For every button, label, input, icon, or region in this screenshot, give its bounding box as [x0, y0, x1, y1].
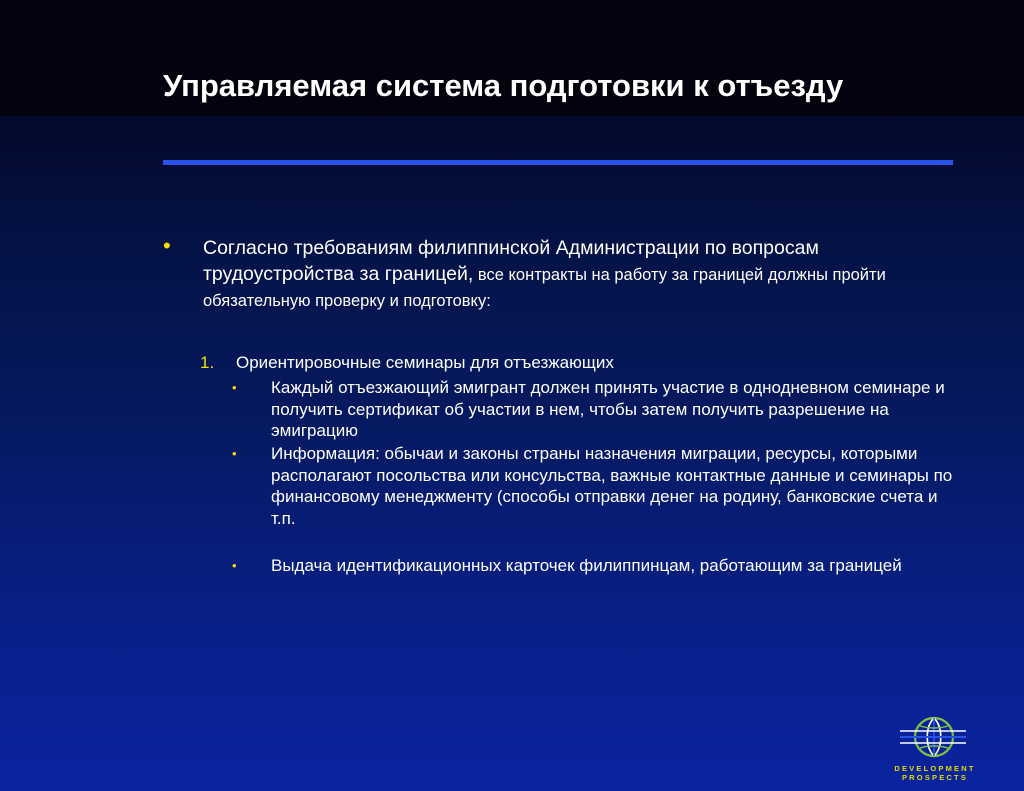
sub-bullet-text: Выдача идентификационных карточек филиппинцам, работающим за границей: [271, 556, 902, 575]
main-bullet-text-large: Согласно требованиям филиппинской Администрации по вопросам трудоустройства за границей,: [203, 237, 819, 285]
main-bullet-text: [203, 235, 963, 313]
sub-bullet-marker: •: [232, 380, 237, 395]
numbered-item-number: 1.: [200, 353, 215, 372]
title-underline: [163, 160, 953, 165]
main-bullet-marker: •: [163, 233, 171, 258]
sub-bullet-marker: •: [232, 446, 237, 461]
numbered-item-label: Ориентировочные семинары для отъезжающих: [236, 353, 614, 372]
sub-bullet-text: Каждый отъезжающий эмигрант должен принять участие в однодневном семинаре и получить сертификат об участии в нем, чтобы затем получить разрешение на эмиграцию: [271, 378, 945, 440]
sub-bullet-text: Информация: обычаи и законы страны назначения миграции, ресурсы, которыми располагают посольства или консульства, важные контактные данные и семинары по финансовому менеджменту (способы отправки денег на родину, банковские счета и т.п.: [271, 444, 953, 528]
slide-title: Управляемая система подготовки к отъезду: [163, 68, 844, 103]
globe-logo-icon: [898, 713, 968, 761]
logo-wordmark: DEVELOPMENT PROSPECTS: [894, 764, 976, 782]
sub-bullet-marker: •: [232, 558, 237, 573]
main-bullet-text-small: все контракты на работу за границей должны пройти обязательную проверку и подготовку:: [203, 266, 886, 310]
